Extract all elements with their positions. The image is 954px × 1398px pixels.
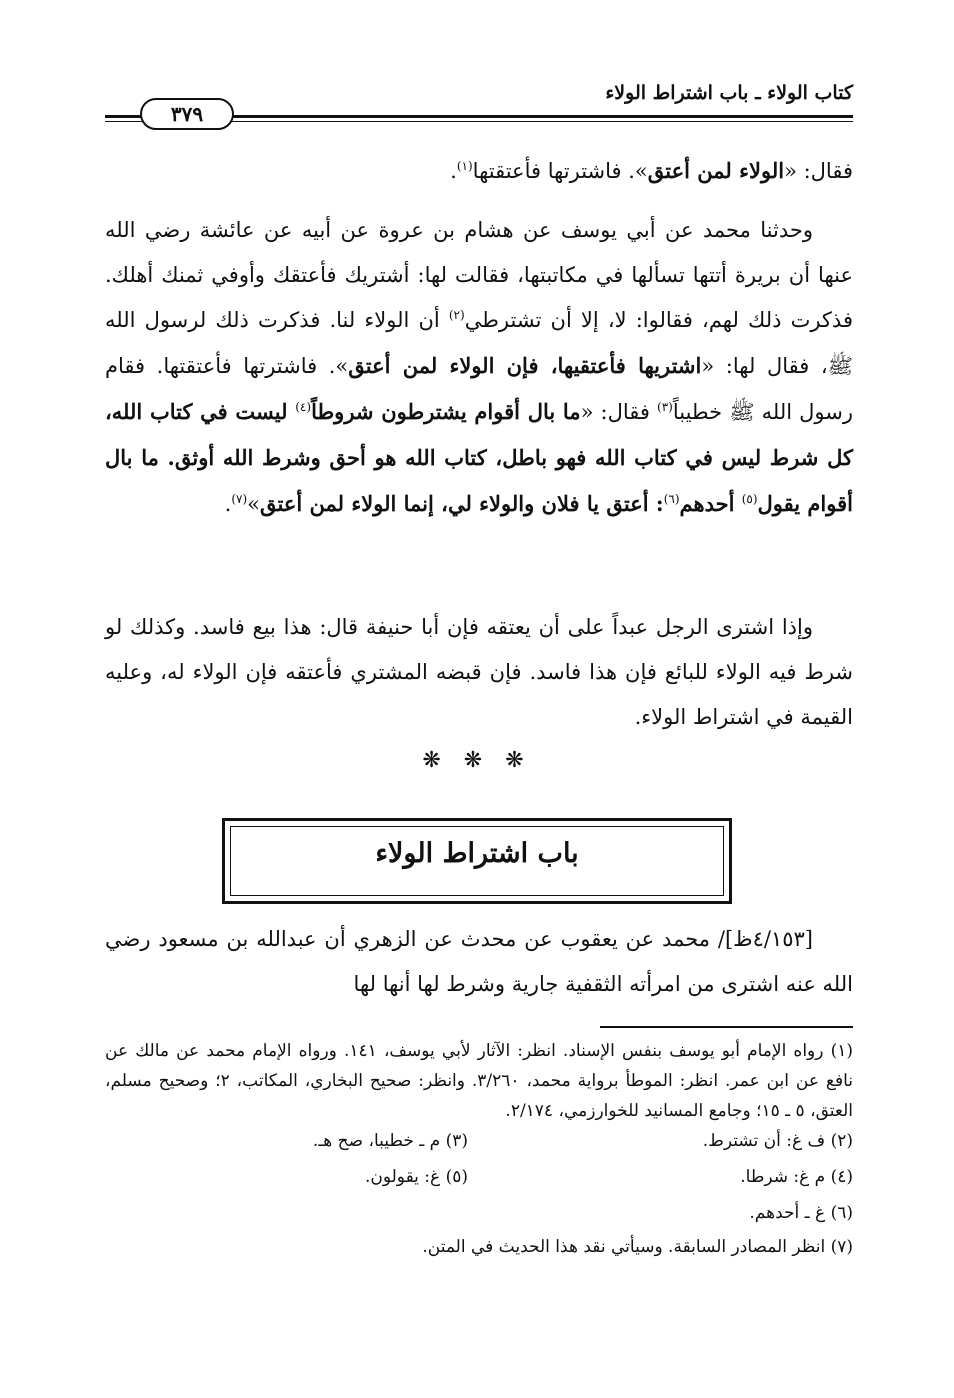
text-run: . (450, 159, 457, 183)
footnote-ref-1: (١) (456, 159, 473, 173)
footnote-ref-4: (٤) (295, 400, 312, 414)
hadith-quote: الولاء لمن أعتق (647, 158, 785, 183)
footnote-5: (٥) غ: يقولون. (364, 1167, 468, 1187)
footnote-1: (١) رواه الإمام أبو يوسف بنفس الإسناد. انظر: الآثار لأبي يوسف، ١٤١. ورواه الإمام محمد عن مالك عن نافع عن ابن عمر. انظر: الموطأ برواية محمد، ٣/٢٦٠. وانظر: صحيح البخاري، المكاتب، ٢؛ وصحيح مسلم، العتق، ٥ ـ ١٥؛ وجامع المسانيد للخوارزمي، ٢/١٧٤. (105, 1041, 854, 1121)
page-header (105, 78, 853, 126)
footnote-6: (٦) غ ـ أحدهم. (749, 1203, 853, 1223)
text-run: . (224, 492, 232, 516)
hadith-quote: أحدهم (679, 491, 742, 516)
footnote-ref-5: (٥) (741, 492, 758, 506)
text-run: أن الولاء لنا. فذكرت ذلك لرسول الله ﷺ، فقال لها: « (105, 308, 854, 378)
hadith-quote: اشتريها فأعتقيها، فإن الولاء لمن أعتق (348, 353, 702, 378)
text-run: فقال: « (784, 159, 853, 183)
hadith-quote: ليست في كتاب الله، كل شرط ليس في كتاب الله فهو باطل، كتاب الله هو أحق وشرط الله أوثق. ما بال أقوام يقول (105, 399, 853, 516)
footnote-ref-7: (٧) (231, 492, 248, 506)
footnote-ref-6: (٦) (663, 492, 680, 506)
text-run: » (247, 492, 261, 516)
text-run: ». فاشترتها فأعتقتها. فقام رسول الله ﷺ خطيباً (105, 354, 854, 424)
footnote-4: (٤) م غ: شرطا. (740, 1167, 853, 1187)
footnote-2: (٢) ف غ: أن تشترط. (702, 1131, 853, 1151)
running-title: كتاب الولاء ـ باب اشتراط الولاء (605, 82, 853, 104)
footnote-row (105, 1198, 853, 1232)
chapter-title: باب اشتراط الولاء (375, 838, 579, 869)
page-number: ٣٧٩ (140, 98, 234, 130)
hadith-quote: ما بال أقوام يشترطون شروطاً (311, 399, 581, 424)
footnote-ref-2: (٢) (448, 308, 465, 322)
footnote-7: (٧) انظر المصادر السابقة. وسيأتي نقد هذا الحديث في المتن. (422, 1237, 853, 1257)
footnote-3: (٣) م ـ خطيبا، صح هـ. (312, 1131, 468, 1151)
footnote-row (105, 1126, 853, 1162)
footnote-separator (600, 1026, 853, 1028)
paragraph-3: وإذا اشترى الرجل عبداً على أن يعتقه فإن أبا حنيفة قال: هذا بيع فاسد. وكذلك لو شرط فيه الولاء للبائع فإن هذا فاسد. فإن قبضه المشتري فأعتقه فإن الولاء له، وعليه القيمة في اشتراط الولاء. (105, 615, 853, 729)
paragraph-4: [٤/١٥٣ظ]/ محمد عن يعقوب عن محدث عن الزهري أن عبدالله بن مسعود رضي الله عنه اشترى من امرأته الثقفية جارية وشرط لها أنها لها (105, 927, 853, 996)
chapter-title-frame (222, 818, 732, 904)
text-run: ». فاشترتها فأعتقتها (472, 159, 648, 183)
text-run: فقال: « (580, 400, 657, 424)
footnote-ref-3: (٣) (657, 400, 673, 414)
footnotes (105, 1036, 853, 1262)
section-divider-ornament: ❋ ❋ ❋ (422, 748, 532, 773)
paragraph-2 (105, 208, 853, 527)
footnote-row (105, 1162, 853, 1198)
paragraph-1 (105, 148, 853, 194)
hadith-quote: : أعتق يا فلان والولاء لي، إنما الولاء لمن أعتق (260, 491, 664, 516)
text-run: وحدثنا محمد عن أبي يوسف عن هشام بن عروة عن أبيه عن عائشة رضي الله عنها أن بريرة أتتها تسألها في مكاتبتها، فقالت لها: أشتريك فأعتقك وأوفي ثمنك أهلك. فذكرت ذلك لهم، فقالوا: لا، إلا أن تشترطي (105, 218, 853, 332)
